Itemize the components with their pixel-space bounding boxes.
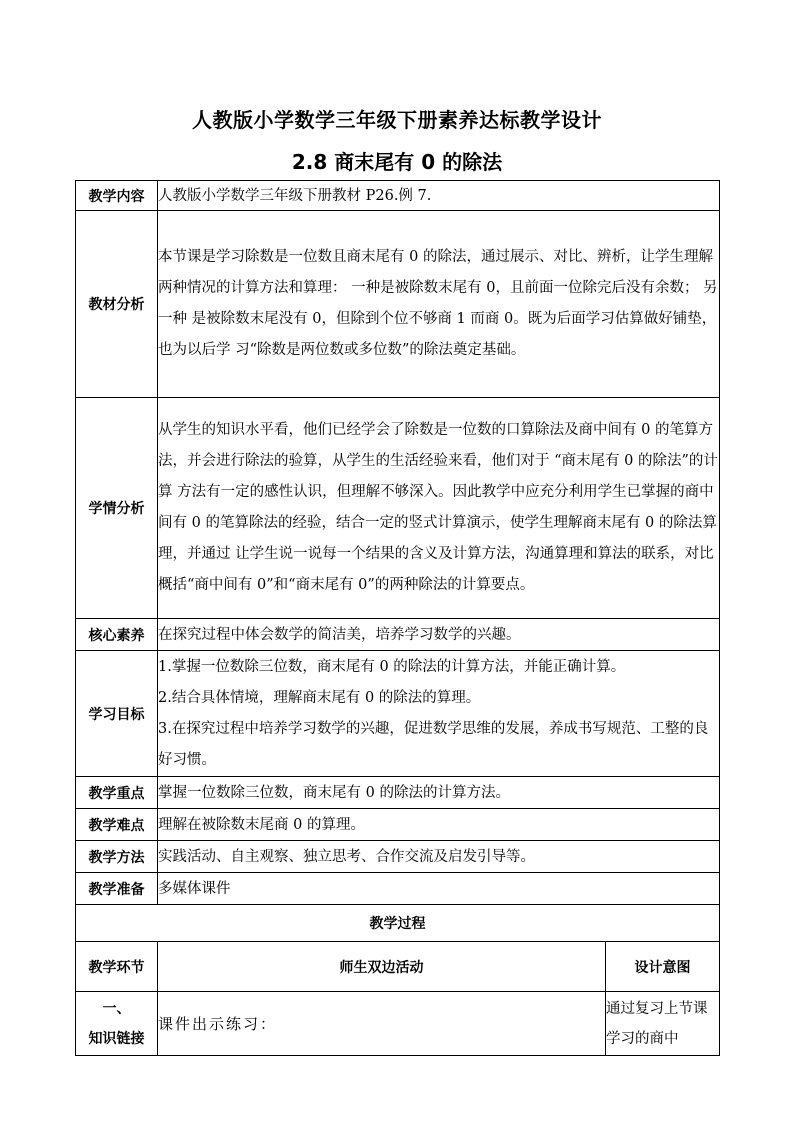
- stage-1-intent: 通过复习上节课学习的商中: [606, 992, 720, 1056]
- label-method: 教学方法: [76, 841, 158, 873]
- lesson-title: 2.8 商末尾有 0 的除法: [291, 150, 503, 174]
- row-content: [76, 181, 720, 211]
- label-content: 教学内容: [76, 181, 158, 211]
- label-goals: 学习目标: [76, 651, 158, 777]
- header-intent: 设计意图: [606, 942, 720, 992]
- label-learners: 学情分析: [76, 398, 158, 619]
- row-literacy: [76, 619, 720, 651]
- document-title: 人教版小学数学三年级下册素养达标教学设计: [192, 108, 602, 132]
- value-prep: 多媒体课件: [158, 873, 720, 905]
- value-difficulty: 理解在被除数末尾商 0 的算理。: [158, 809, 720, 841]
- value-literacy: 在探究过程中体会数学的简洁美，培养学习数学的兴趣。: [158, 619, 720, 651]
- row-stage-1: [76, 992, 720, 1056]
- process-title: 教学过程: [76, 905, 720, 942]
- header-activity: 师生双边活动: [158, 942, 606, 992]
- value-method: 实践活动、自主观察、独立思考、合作交流及启发引导等。: [158, 841, 720, 873]
- value-content: 人教版小学数学三年级下册教材 P26.例 7.: [158, 181, 720, 211]
- row-key-point: [76, 777, 720, 809]
- value-goals: [158, 651, 720, 777]
- row-goals: [76, 651, 720, 777]
- label-difficulty: 教学难点: [76, 809, 158, 841]
- goal-item: 3.在探究过程中培养学习数学的兴趣，促进数学思维的发展，养成书写规范、工整的良好习惯。: [158, 720, 709, 768]
- value-key-point: 掌握一位数除三位数，商末尾有 0 的除法的计算方法。: [158, 777, 720, 809]
- stage-1-activity: 课件出示练习：: [158, 992, 606, 1056]
- row-method: [76, 841, 720, 873]
- label-literacy: 核心素养: [76, 619, 158, 651]
- row-material: [76, 211, 720, 398]
- row-difficulty: [76, 809, 720, 841]
- value-learners: 从学生的知识水平看，他们已经学会了除数是一位数的口算除法及商中间有 0 的笔算方法，并会进行除法的验算，从学生的生活经验来看，他们对于 “商末尾有 0 的除法”的计算 方法有一定的感性认识，但理解不够深入。因此教学中应充分利用学生已掌握的商中间有 0 的笔算除法的经验，结合一定的竖式计算演示，使学生理解商末尾有 0 的除法算理，并通过 让学生说一说每一个结果的含义及计算方法，沟通算理和算法的联系，对比概括“商中间有 0”和“商末尾有 0”的两种除法的计算要点。: [158, 398, 720, 619]
- row-learners: [76, 398, 720, 619]
- row-process-title: [76, 905, 720, 942]
- value-material: 本节课是学习除数是一位数且商末尾有 0 的除法，通过展示、对比、辨析，让学生理解 两种情况的计算方法和算理： 一种是被除数末尾有 0，且前面一位除完后没有余数； 另一种 是被除数末尾没有 0，但除到个位不够商 1 而商 0。既为后面学习估算做好铺垫，也为以后学 习“除数是两位数或多位数”的除法奠定基础。: [158, 211, 720, 398]
- stage-1-number: 一、: [102, 1000, 131, 1017]
- goal-item: 1.掌握一位数除三位数，商末尾有 0 的除法的计算方法，并能正确计算。: [158, 658, 626, 675]
- header-stage: 教学环节: [76, 942, 158, 992]
- row-process-headers: [76, 942, 720, 992]
- goal-item: 2.结合具体情境，理解商末尾有 0 的除法的算理。: [158, 689, 481, 706]
- row-prep: [76, 873, 720, 905]
- stage-1-cell: [76, 992, 158, 1056]
- lesson-plan-table: [75, 180, 720, 1056]
- stage-1-name: 知识链接: [88, 1030, 145, 1047]
- label-key-point: 教学重点: [76, 777, 158, 809]
- label-material: 教材分析: [76, 211, 158, 398]
- label-prep: 教学准备: [76, 873, 158, 905]
